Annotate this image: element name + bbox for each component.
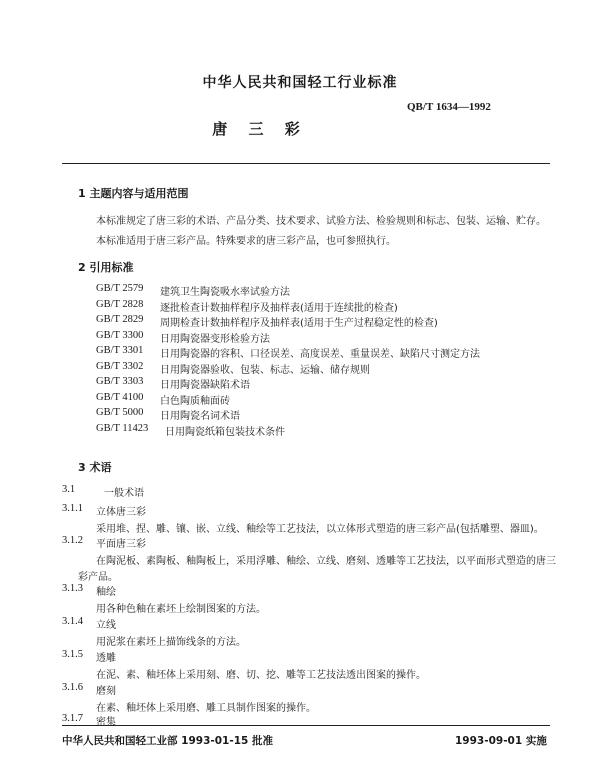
term-number: 3.1.1 xyxy=(62,503,83,514)
term-definition: 用泥浆在素坯上描饰线条的方法。 xyxy=(96,637,246,648)
standard-org-title: 中华人民共和国轻工行业标准 xyxy=(202,75,398,91)
section-1-para-1: 本标准规定了唐三彩的术语、产品分类、技术要求、试验方法、检验规则和标志、包装、运输、贮存。 xyxy=(96,216,546,227)
term-definition: 在陶泥板、素陶板、釉陶板上，采用浮雕、釉绘、立线、磨刻、透雕等工艺技法，以平面形式塑造的唐三 xyxy=(96,556,556,567)
reference-title: 白色陶质釉面砖 xyxy=(160,395,230,407)
term-number: 3.1.3 xyxy=(62,583,83,594)
term-number: 3.1.6 xyxy=(62,682,83,693)
reference-title: 日用陶瓷名词术语 xyxy=(160,411,240,422)
term-definition-cont: 彩产品。 xyxy=(78,572,118,583)
reference-title: 日用陶瓷器的容积、口径误差、高度误差、重量误差、缺陷尺寸测定方法 xyxy=(160,349,480,360)
reference-code: GB/T 3302 xyxy=(96,360,144,372)
section-1-para-2: 本标准适用于唐三彩产品。特殊要求的唐三彩产品，也可参照执行。 xyxy=(96,236,396,247)
reference-title: 日用陶瓷纸箱包装技术条件 xyxy=(165,426,285,438)
term-definition: 在素、釉坯体上采用磨、雕工具制作图案的操作。 xyxy=(96,703,316,714)
term-definition: 采用堆、捏、雕、镶、嵌、立线、釉绘等工艺技法，以立体形式塑造的唐三彩产品(包括雕塑、器皿)。 xyxy=(96,524,544,535)
reference-code: GB/T 5000 xyxy=(96,407,144,418)
reference-code: GB/T 3303 xyxy=(96,376,144,387)
term-definition: 在泥、素、釉坯体上采用刻、磨、切、挖、雕等工艺技法透出图案的操作。 xyxy=(96,670,426,681)
term-number: 3.1.7 xyxy=(62,713,83,724)
section-1-heading: 1 主题内容与适用范围 xyxy=(78,187,189,200)
footer-implement: 1993-09-01 实施 xyxy=(455,735,547,747)
reference-title: 逐批检查计数抽样程序及抽样表(适用于连续批的检查) xyxy=(160,302,398,314)
term-number: 3.1.4 xyxy=(62,616,83,627)
term-title: 立体唐三彩 xyxy=(96,507,146,518)
standard-code: QB/T 1634—1992 xyxy=(407,101,491,113)
term-title: 釉绘 xyxy=(96,587,116,598)
reference-code: GB/T 3300 xyxy=(96,329,144,341)
reference-code: GB/T 3301 xyxy=(96,345,144,356)
section-2-heading: 2 引用标准 xyxy=(78,261,134,274)
term-title: 平面唐三彩 xyxy=(96,539,146,550)
term-title: 立线 xyxy=(96,620,116,631)
term-title: 磨刻 xyxy=(96,686,116,697)
reference-code: GB/T 2828 xyxy=(96,298,144,310)
header-divider xyxy=(62,163,550,164)
reference-code: GB/T 4100 xyxy=(96,391,144,403)
footer-approval: 中华人民共和国轻工业部 1993-01-15 批准 xyxy=(62,735,273,747)
term-title: 透雕 xyxy=(96,653,116,664)
term-number: 3.1.5 xyxy=(62,649,83,660)
term-number: 3.1.2 xyxy=(62,535,83,546)
term-title: 密集 xyxy=(96,717,116,728)
reference-title: 日用陶瓷器验收、包装、标志、运输、储存规则 xyxy=(160,364,370,376)
term-definition: 用各种色釉在素坯上绘制图案的方法。 xyxy=(96,604,266,615)
reference-code: GB/T 11423 xyxy=(96,422,149,434)
reference-title: 周期检查计数抽样程序及抽样表(适用于生产过程稳定性的检查) xyxy=(160,318,438,329)
reference-code: GB/T 2829 xyxy=(96,314,144,325)
reference-code: GB/T 2579 xyxy=(96,283,144,294)
reference-title: 日用陶瓷器变形检验方法 xyxy=(160,333,270,345)
term-3-1-num: 3.1 xyxy=(62,484,76,495)
term-3-1-title: 一般术语 xyxy=(104,488,144,499)
reference-title: 建筑卫生陶瓷吸水率试验方法 xyxy=(160,287,290,298)
reference-title: 日用陶瓷器缺陷术语 xyxy=(160,380,250,391)
section-3-heading: 3 术语 xyxy=(78,461,112,474)
document-title: 唐 三 彩 xyxy=(212,120,308,138)
footer-divider xyxy=(62,725,550,726)
